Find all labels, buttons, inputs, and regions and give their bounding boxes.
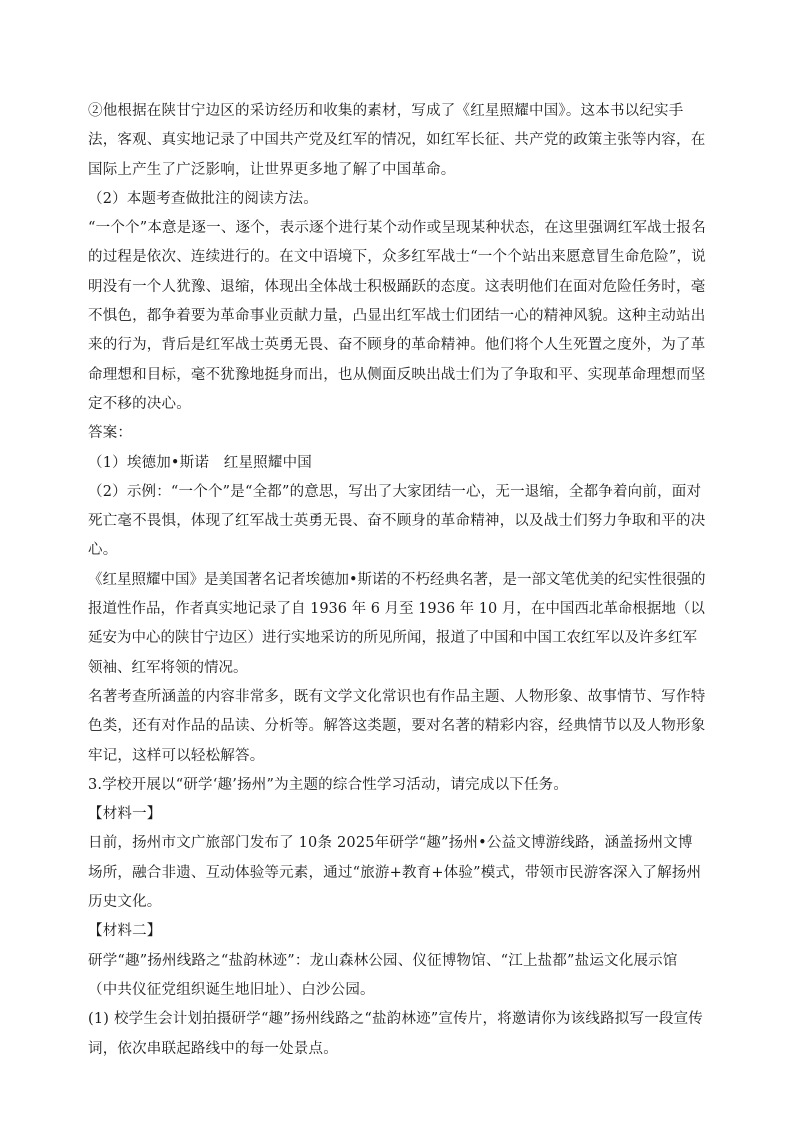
paragraph-annotation-analysis: “一个个”本意是逐一、逐个，表示逐个进行某个动作或呈现某种状态，在这里强调红军战士报名的过程是依次、连续进行的。在文中语境下，众多红军战士“一个个站出来愿意冒生命危险”，说明没有一个人犹豫、退缩，体现出全体战士积极踊跃的态度。这表明他们在面对危险任务时，毫不惧色，都争着要为革命事业贡献力量，凸显出红军战士们团结一心的精神风貌。这种主动站出来的行为，背后是红军战士英勇无畏、奋不顾身的革命精神。他们将个人生死置之度外，为了革命理想和目标，毫不犹豫地挺身而出，也从侧面反映出战士们为了争取和平、实现革命理想而坚定不移的决心。 <box>88 220 706 412</box>
paragraph-answer-label: 答案： <box>88 425 133 442</box>
paragraph-author-background: ②他根据在陕甘宁边区的采访经历和收集的素材，写成了《红星照耀中国》。这本书以纪实手法，客观、真实地记录了中国共产党及红军的情况，如红军长征、共产党的政策主张等内容，在国际上产生了广泛影响，让世界更多地了解了中国革命。 <box>88 103 706 178</box>
paragraph-question-3: 3.学校开展以“研学‘趣’扬州”为主题的综合性学习活动，请完成以下任务。 <box>88 776 569 793</box>
paragraph-answer-2: （2）示例：“一个个”是“全都”的意思，写出了大家团结一心，无一退缩，全都争着向前，面对死亡毫不畏惧，体现了红军战士英勇无畏、奋不顾身的革命精神，以及战士们努力争取和平的决心。 <box>88 483 706 559</box>
paragraph-question-2-intro: （2）本题考查做批注的阅读方法。 <box>88 190 318 207</box>
heading-material-2: 【材料二】 <box>88 923 162 940</box>
paragraph-answer-1: （1）埃德加•斯诺 红星照耀中国 <box>88 454 312 471</box>
paragraph-exam-tips: 名著考查所涵盖的内容非常多，既有文学文化常识也有作品主题、人物形象、故事情节、写作特色类，还有对作品的品读、分析等。解答这类题，要对名著的精彩内容，经典情节以及人物形象牢记，这样可以轻松解答。 <box>88 688 706 764</box>
paragraph-material-2: 研学“趣”扬州线路之“盐韵林迹”：龙山森林公园、仪征博物馆、“江上盐都”盐运文化展示馆（中共仪征党组织诞生地旧址）、白沙公园。 <box>88 952 678 998</box>
heading-material-1: 【材料一】 <box>88 806 162 823</box>
paragraph-book-introduction: 《红星照耀中国》是美国著名记者埃德加•斯诺的不朽经典名著，是一部文笔优美的纪实性很强的报道性作品，作者真实地记录了自 1936 年 6 月至 1936 年 10 月，在中国西北革命根据地（以延安为中心的陕甘宁边区）进行实地采访的所见所闻，报道了中国和中国工农红军以及许多红军领袖、红军将领的情况。 <box>88 571 706 676</box>
paragraph-material-1: 日前，扬州市文广旅部门发布了 10条 2025年研学“趣”扬州•公益文博游线路，涵盖扬州文博场所，融合非遗、互动体验等元素，通过“旅游+教育+体验”模式，带领市民游客深入了解扬州历史文化。 <box>88 835 702 911</box>
paragraph-task-1: (1) 校学生会计划拍摄研学“趣”扬州线路之“盐韵林迹”宣传片，将邀请你为该线路拟写一段宣传词，依次串联起路线中的每一处景点。 <box>88 1011 703 1057</box>
